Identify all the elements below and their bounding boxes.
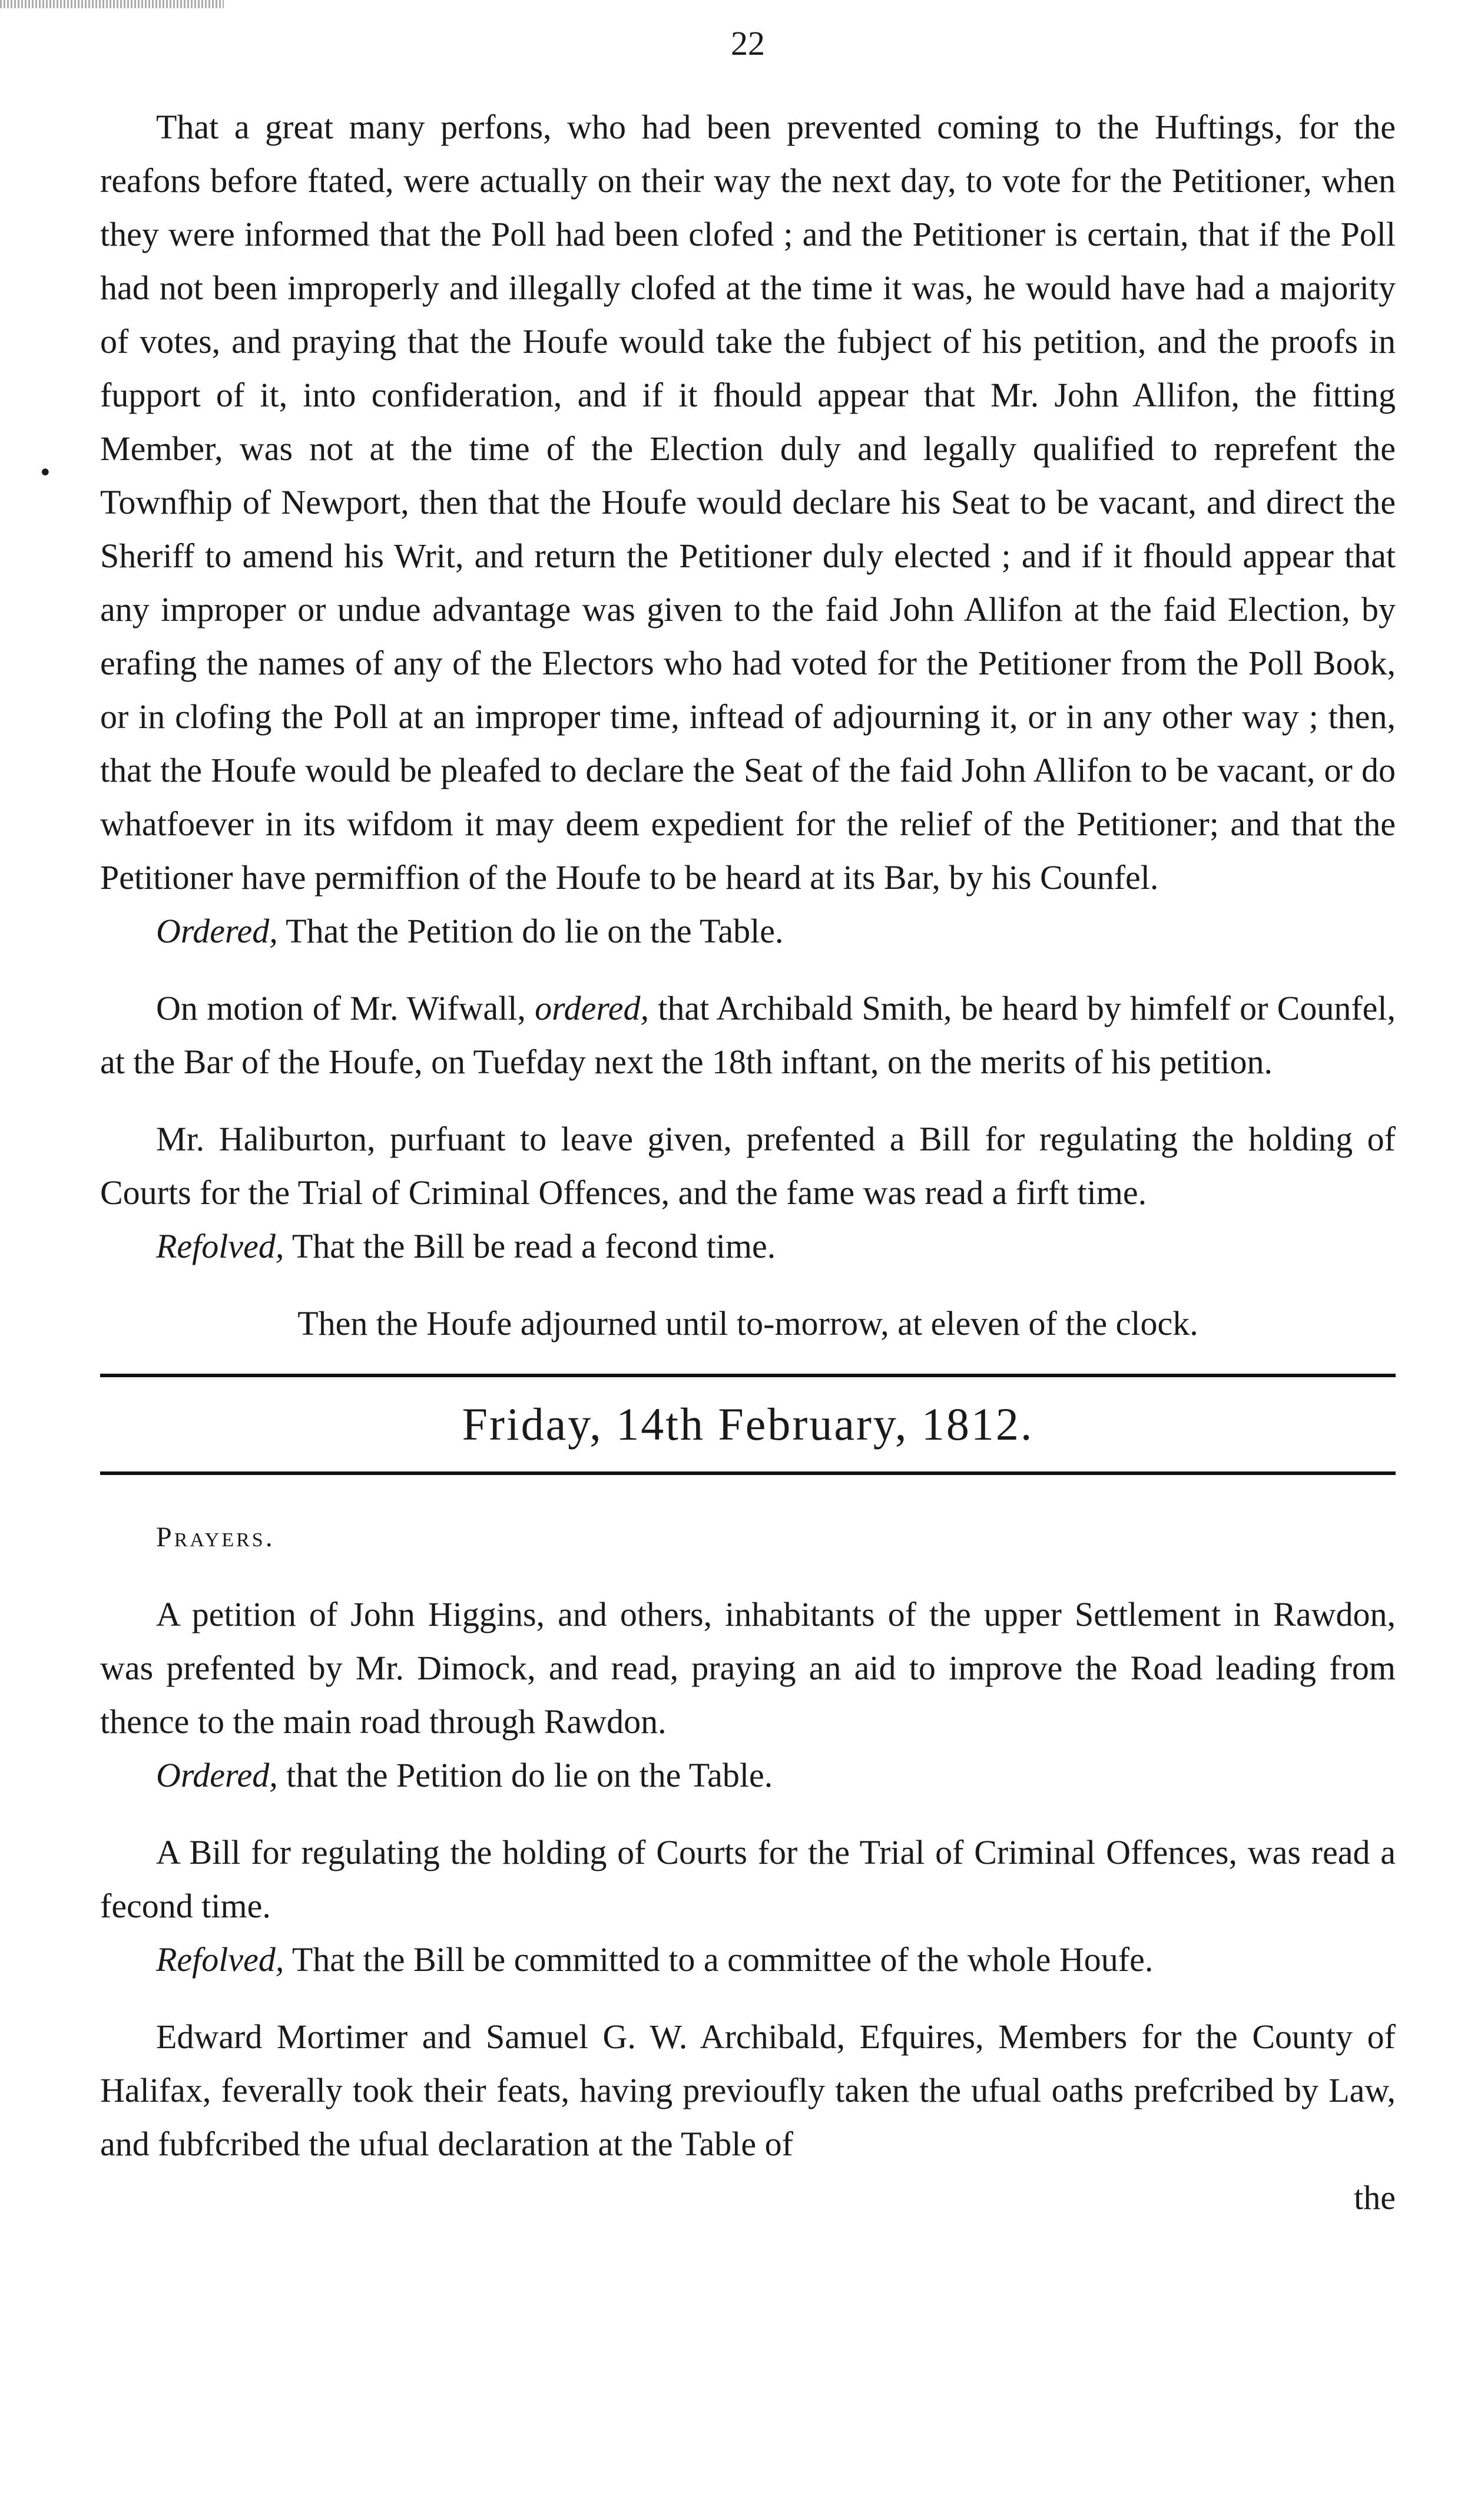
spacer [100,1986,1396,2010]
adjourned-line: Then the Houfe adjourned until to-morrow, at eleven of the clock. [297,1304,1198,1342]
margin-mark-icon: • [38,459,52,487]
page-edge-border [0,0,224,8]
spacer [100,1564,1396,1588]
ordered-line [100,904,1396,958]
resolved-text-2: That the Bill be committed to a committee of the whole Houfe. [284,1940,1154,1979]
resolved-line-2 [100,1933,1396,1986]
ordered-line-2 [100,1748,1396,1802]
spacer [100,1273,1396,1297]
prayers-heading: Prayers. [156,1522,275,1553]
resolved-text: That the Bill be read a fecond time. [284,1227,776,1265]
mortimer-paragraph: Edward Mortimer and Samuel G. W. Archibald, Efquires, Members for the County of Halifax, feverally took their feats, having previoufly taken the ufual oaths prefcribed by Law, and fubfcribed the ufual declaration at the Table of [100,2018,1396,2163]
motion-text-rest: that Archibald Smith, be heard by himfelf or Counfel, at the Bar of the Houfe, on Tuefday next the 18th inftant, on the merits of his petition. [100,989,1396,1081]
petition-paragraph: That a great many perfons, who had been prevented coming to the Huftings, for the reafons before ftated, were actually on their way the next day, to vote for the Petitioner, when they were informed that the Poll had been clofed ; and the Petitioner is certain, that if the Poll had not been improperly and illegally clofed at the time it was, he would have had a majority of votes, and praying that the Houfe would take the fubject of his petition, and the proofs in fupport of it, into confideration, and if it fhould appear that Mr. John Allifon, the fitting Member, was not at the time of the Election duly and legally qualified to reprefent the Townfhip of Newport, then that the Houfe would declare his Seat to be vacant, and direct the Sheriff to amend his Writ, and return the Petitioner duly elected ; and if it fhould appear that any improper or undue advantage was given to the faid John Allifon at the faid Election, by erafing the names of any of the Electors who had voted for the Petitioner from the Poll Book, or in clofing the Poll at an improper time, inftead of adjourning it, or in any other way ; then, that the Houfe would be pleafed to declare the Seat of the faid John Allifon to be vacant, or do whatfoever in its wifdom it may deem expedient for the relief of the Petitioner; and that the Petitioner have permiffion of the Houfe to be heard at its Bar, by his Counfel. [100,108,1396,897]
page-content [100,100,1396,2224]
motion-text-start: On motion of Mr. Wifwall, [156,989,535,1027]
spacer [100,1089,1396,1112]
catchword: the [1354,2178,1396,2217]
motion-paragraph [100,981,1396,1089]
motion-ordered-label: ordered, [535,989,649,1027]
page-number: 22 [731,24,765,62]
haliburton-paragraph: Mr. Haliburton, purfuant to leave given, prefented a Bill for regulating the holding of Courts for the Trial of Criminal Offences, and the fame was read a firft time. [100,1120,1396,1212]
spacer [100,958,1396,981]
resolved-line [100,1219,1396,1273]
ordered-label: Ordered, [156,912,278,950]
spacer [100,1802,1396,1825]
date-heading: Friday, 14th February, 1812. [462,1398,1034,1450]
ordered-text: That the Petition do lie on the Table. [277,912,784,950]
ordered-text-2: that the Petition do lie on the Table. [277,1756,773,1794]
higgins-paragraph: A petition of John Higgins, and others, inhabitants of the upper Settlement in Rawdon, was prefented by Mr. Dimock, and read, praying an aid to improve the Road leading from thence to the main road through Rawdon. [100,1595,1396,1741]
spacer [100,1475,1396,1510]
ordered-label-2: Ordered, [156,1756,278,1794]
resolved-label-2: Refolved, [156,1940,284,1979]
spacer [100,1350,1396,1374]
resolved-label: Refolved, [156,1227,284,1265]
bill-paragraph: A Bill for regulating the holding of Courts for the Trial of Criminal Offences, was read a fecond time. [100,1833,1396,1925]
